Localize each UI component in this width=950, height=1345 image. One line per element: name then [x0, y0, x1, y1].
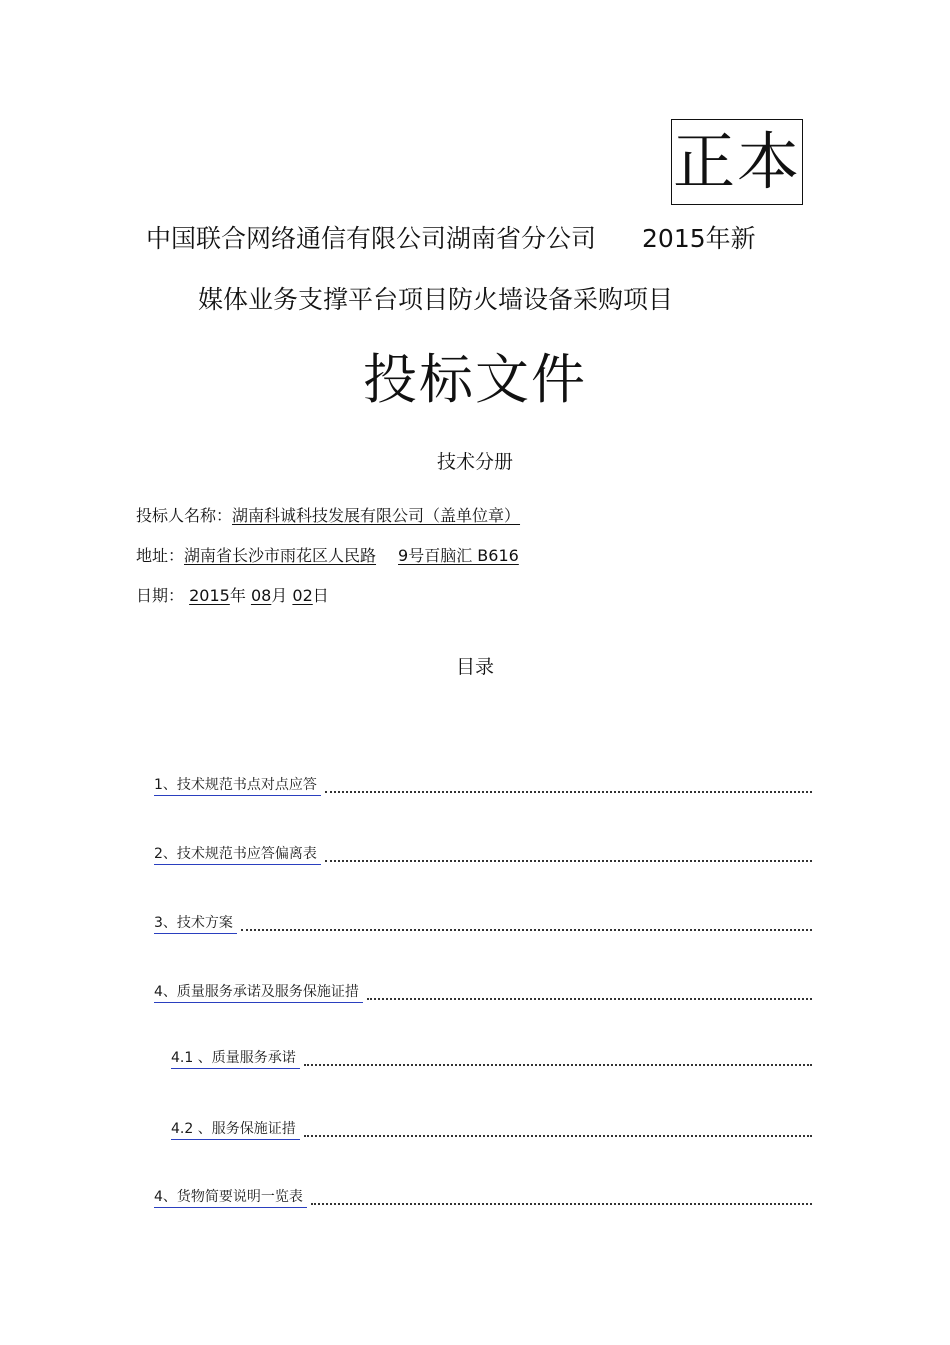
project-title-line-2: 媒体业务支撑平台项目防火墙设备采购项目 — [198, 285, 674, 314]
toc-leader-dots — [304, 1135, 812, 1137]
toc-leader-dots — [325, 860, 812, 862]
document-subtitle: 技术分册 — [436, 451, 513, 473]
toc-leader-dots — [241, 929, 812, 931]
toc-item-link[interactable]: 4、质量服务承诺及服务保施证措 — [154, 983, 363, 1003]
toc-item[interactable] — [171, 1049, 812, 1069]
toc-item[interactable] — [171, 1120, 812, 1140]
bidder-name-label: 投标人名称： — [136, 506, 233, 525]
toc-item-link[interactable]: 4.1 、质量服务承诺 — [171, 1049, 300, 1069]
toc-leader-dots — [311, 1203, 812, 1205]
toc-leader-dots — [367, 998, 812, 1000]
toc-item-link[interactable]: 3、技术方案 — [154, 914, 237, 934]
bidder-name-row — [136, 505, 520, 527]
bid-date-year: 2015 — [189, 586, 230, 605]
toc-item[interactable] — [154, 776, 812, 796]
toc-item-link[interactable]: 4.2 、服务保施证措 — [171, 1120, 300, 1140]
bid-date-day-unit: 日 — [312, 586, 329, 605]
bidder-name-value: 湖南科诚科技发展有限公司（盖单位章） — [232, 506, 521, 525]
toc-item[interactable] — [154, 983, 812, 1003]
toc-leader-dots — [304, 1064, 812, 1066]
original-copy-stamp: 正本 — [671, 119, 803, 205]
bid-date-month-unit: 月 — [271, 586, 288, 605]
bid-date-month: 08 — [250, 586, 272, 605]
toc-item[interactable] — [154, 914, 812, 934]
project-title-company: 中国联合网络通信有限公司湖南省分公司 — [146, 224, 597, 253]
toc-item-link[interactable]: 1、技术规范书点对点应答 — [154, 776, 321, 796]
project-title-line-1 — [146, 224, 756, 254]
toc-item[interactable] — [154, 845, 812, 865]
bid-date-day: 02 — [292, 586, 313, 605]
bid-date-year-unit: 年 — [229, 586, 246, 605]
toc-leader-dots — [325, 791, 812, 793]
bid-date-row — [136, 585, 329, 607]
bidder-address-street: 湖南省长沙市雨花区人民路 — [184, 546, 377, 565]
toc-item-link[interactable]: 4、货物简要说明一览表 — [154, 1188, 307, 1208]
project-title-year: 2015年新 — [642, 224, 756, 253]
bid-date-label: 日期： — [136, 586, 185, 605]
toc-item[interactable] — [154, 1188, 812, 1208]
document-title: 投标文件 — [363, 348, 587, 411]
toc-title: 目录 — [455, 656, 494, 678]
bidder-address-building: 9号百脑汇 B616 — [398, 546, 519, 565]
bidder-address-label: 地址： — [136, 546, 185, 565]
bidder-address-row — [136, 545, 519, 567]
toc-item-link[interactable]: 2、技术规范书应答偏离表 — [154, 845, 321, 865]
